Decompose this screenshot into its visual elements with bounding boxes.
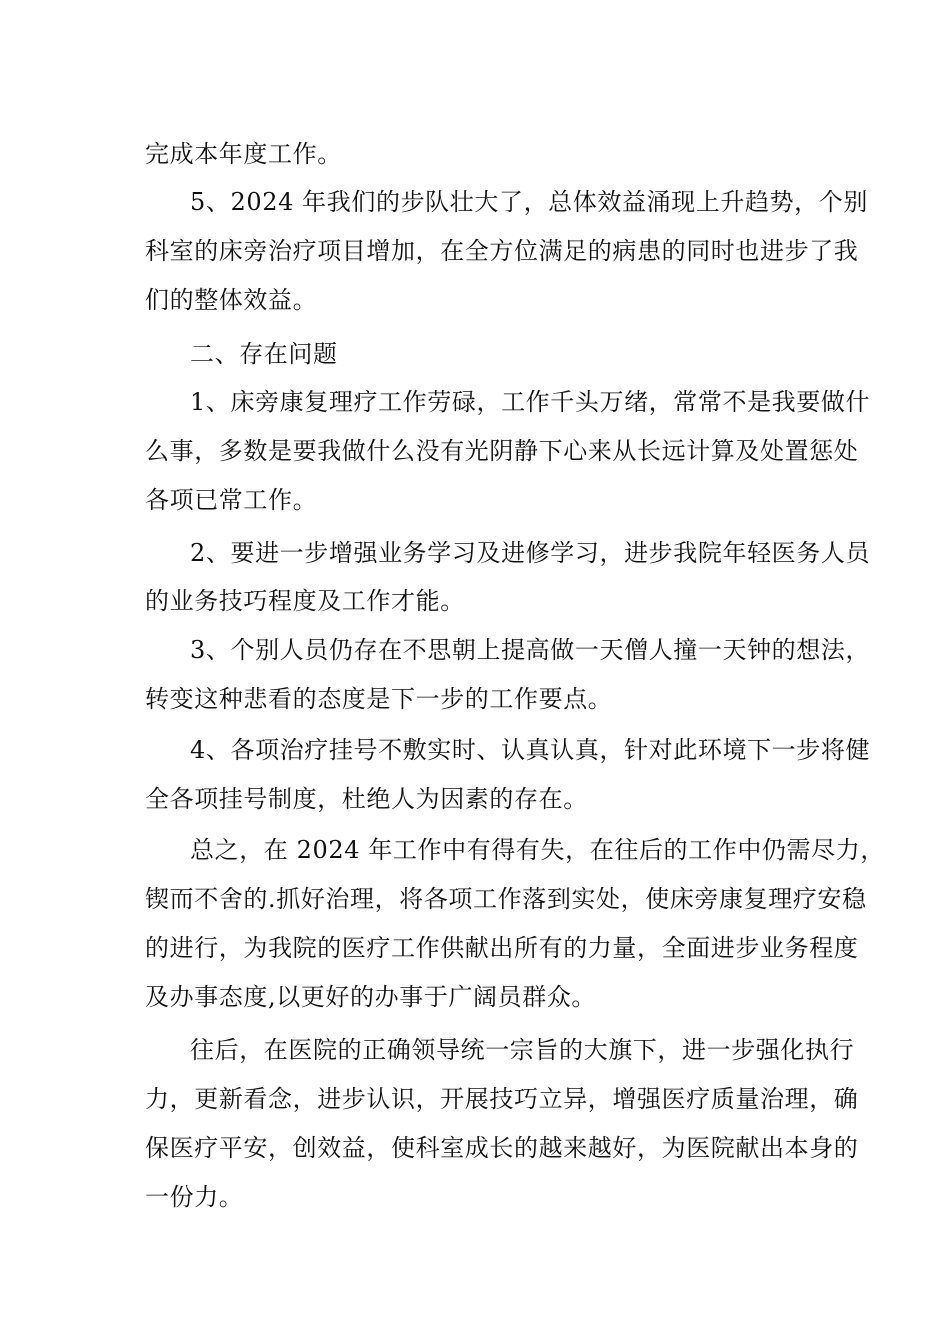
text-line: 及办事态度,以更好的办事于广阔员群众。 — [145, 983, 597, 1011]
text-line: 往后，在医院的正确领导统一宗旨的大旗下，进一步强化执行 — [190, 1036, 855, 1064]
text-line: 力，更新看念，进步认识，开展技巧立异，增强医疗质量治理，确 — [145, 1085, 859, 1113]
text-line: 各项已常工作。 — [145, 486, 318, 514]
text-line: 2、要进一步增强业务学习及进修学习，进步我院年轻医务人员 — [190, 539, 871, 567]
text-line: 的业务技巧程度及工作才能。 — [145, 587, 465, 615]
section-heading: 二、存在问题 — [190, 340, 338, 368]
text-line: 一份力。 — [145, 1183, 244, 1211]
text-line: 的进行，为我院的医疗工作供献出所有的力量，全面进步业务程度 — [145, 934, 859, 962]
text-line: 完成本年度工作。 — [145, 140, 342, 168]
text-line: 么事，多数是要我做什么没有光阴静下心来从长远计算及处置惩处 — [145, 437, 859, 465]
text-line: 1、床旁康复理疗工作劳碌，工作千头万绪，常常不是我要做什 — [190, 388, 871, 416]
text-line: 转变这种悲看的态度是下一步的工作要点。 — [145, 685, 613, 713]
text-line: 科室的床旁治疗项目增加，在全方位满足的病患的同时也进步了我 — [145, 237, 859, 265]
text-line: 们的整体效益。 — [145, 286, 318, 314]
text-line: 总之，在 2024 年工作中有得有失，在往后的工作中仍需尽力， — [190, 836, 885, 864]
text-line: 锲而不舍的.抓好治理，将各项工作落到实处，使床旁康复理疗安稳 — [145, 885, 867, 913]
text-line: 全各项挂号制度，杜绝人为因素的存在。 — [145, 785, 588, 813]
text-line: 保医疗平安，创效益，使科室成长的越来越好，为医院献出本身的 — [145, 1134, 859, 1162]
text-line: 4、各项治疗挂号不敷实时、认真认真，针对此环境下一步将健 — [190, 736, 871, 764]
text-line: 3、个别人员仍存在不思朝上提高做一天僧人撞一天钟的想法， — [190, 636, 871, 664]
text-line: 5、2024 年我们的步队壮大了，总体效益涌现上升趋势，个别 — [190, 188, 868, 216]
